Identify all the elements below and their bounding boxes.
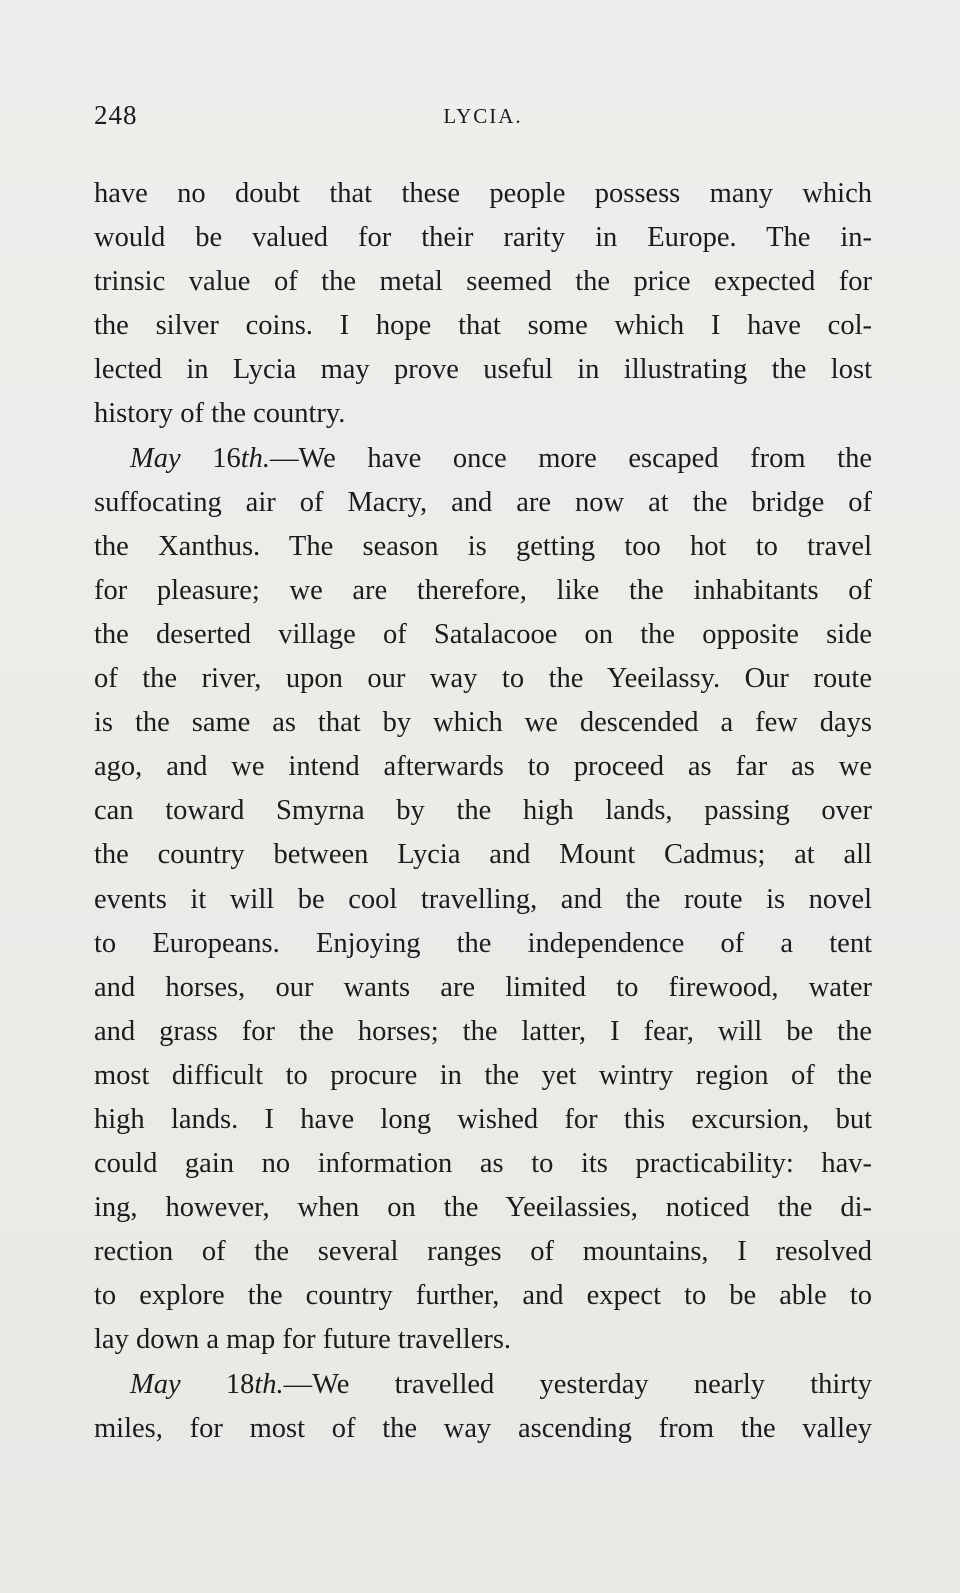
text-line: to Europeans. Enjoying the independence of a tent	[94, 927, 872, 959]
text-line: the silver coins. I hope that some which I have col-	[94, 310, 872, 342]
text-line: suffocating air of Macry, and are now at the bridge of	[94, 486, 872, 518]
dated-entry-line	[94, 1363, 872, 1407]
text-line: and horses, our wants are limited to firewood, water	[94, 971, 872, 1003]
text-line: for pleasure; we are therefore, like the inhabitants of	[94, 574, 872, 606]
text-line: is the same as that by which we descended a few days	[94, 707, 872, 739]
text-line: would be valued for their rarity in Europe. The in-	[94, 222, 872, 254]
text-line: lected in Lycia may prove useful in illustrating the lost	[94, 354, 872, 386]
text-line: ago, and we intend afterwards to proceed as far as we	[94, 751, 872, 783]
text-line: lay down a map for future travellers.	[94, 1324, 512, 1356]
page-number: 248	[94, 100, 138, 130]
running-title: LYCIA.	[443, 104, 523, 128]
entry-date-month: May	[130, 1368, 181, 1400]
text-line: history of the country.	[94, 398, 346, 430]
text-line: and grass for the horses; the latter, I fear, will be the	[94, 1015, 872, 1047]
text-line: trinsic value of the metal seemed the price expected for	[94, 266, 872, 298]
text-line: high lands. I have long wished for this excursion, but	[94, 1103, 872, 1135]
text-line: most difficult to procure in the yet wintry region of the	[94, 1059, 872, 1091]
dated-entry-line	[94, 437, 872, 481]
page-header	[94, 100, 872, 140]
entry-date-suffix: th.	[254, 1368, 284, 1400]
text-line: miles, for most of the way ascending from the valley	[94, 1412, 872, 1444]
text-line: ing, however, when on the Yeeilassies, noticed the di-	[94, 1192, 872, 1224]
text-line: the deserted village of Satalacooe on the opposite side	[94, 618, 872, 650]
entry-text: —We travelled yesterday nearly thirty	[283, 1368, 872, 1400]
text-line: can toward Smyrna by the high lands, passing over	[94, 795, 872, 827]
text-line: of the river, upon our way to the Yeeilassy. Our route	[94, 663, 872, 695]
text-line: to explore the country further, and expect to be able to	[94, 1280, 872, 1312]
text-line: events it will be cool travelling, and the route is novel	[94, 883, 872, 915]
entry-date-suffix: th.	[240, 442, 271, 474]
entry-date-month: May	[130, 442, 181, 474]
text-line: the country between Lycia and Mount Cadmus; at all	[94, 839, 872, 871]
text-line: have no doubt that these people possess many which	[94, 178, 872, 209]
entry-date-day: 18	[180, 1368, 255, 1400]
text-line: could gain no information as to its practicability: hav-	[94, 1148, 872, 1180]
entry-date-day: 16	[180, 442, 241, 474]
body-text	[94, 172, 872, 1451]
text-line: rection of the several ranges of mountains, I resolved	[94, 1236, 872, 1268]
text-line: the Xanthus. The season is getting too hot to travel	[94, 530, 872, 562]
entry-text: —We have once more escaped from the	[270, 442, 872, 474]
